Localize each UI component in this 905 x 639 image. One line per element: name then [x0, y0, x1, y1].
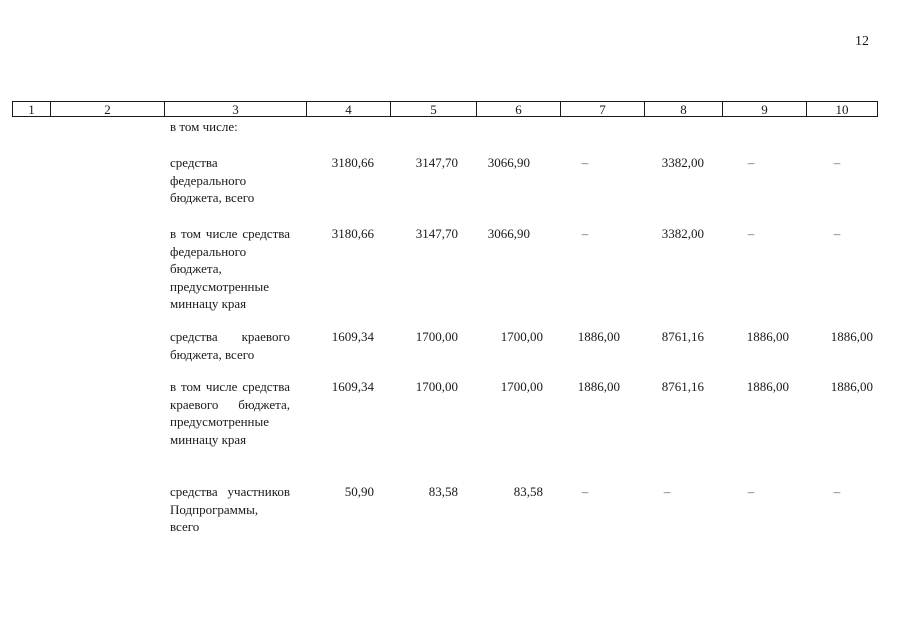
header-cell-10: 10: [835, 102, 849, 117]
header-cell-9: 9: [723, 102, 807, 116]
cell-col-7: 1886,00: [577, 329, 620, 344]
cell-col-4: 3180,66: [331, 226, 374, 241]
cell-col-7: –: [581, 226, 589, 241]
cell-col-7: 1886,00: [577, 379, 620, 394]
row-label: средства участников Подпрограммы, всего: [170, 484, 290, 534]
cell-col-10: –: [833, 484, 841, 499]
page-number: 12: [855, 34, 869, 49]
cell-col-5: 83,58: [428, 484, 458, 499]
header-cell-2: 2: [51, 102, 165, 116]
cell-col-9: 1886,00: [746, 329, 789, 344]
cell-col-9: 1886,00: [746, 379, 789, 394]
cell-col-9: –: [747, 226, 755, 241]
cell-col-5: 1700,00: [415, 379, 458, 394]
cell-col-4: 1609,34: [331, 379, 374, 394]
cell-col-6: 83,58: [513, 484, 543, 499]
cell-col-8: 8761,16: [661, 329, 704, 344]
header-cell-5: 5: [391, 102, 477, 116]
cell-col-4: 1609,34: [331, 329, 374, 344]
header-cell-7: 7: [561, 102, 645, 116]
cell-col-8: 3382,00: [661, 155, 704, 170]
header-cell-3: 3: [165, 102, 307, 116]
cell-col-6: 3066,90: [487, 226, 530, 241]
row-label: в том числе средства краевого бюджета, предусмотренные миннацу края: [170, 379, 290, 447]
cell-col-8: 8761,16: [661, 379, 704, 394]
header-cell-1: 1: [13, 102, 51, 116]
cell-col-5: 1700,00: [415, 329, 458, 344]
cell-col-10: 1886,00: [830, 379, 873, 394]
table-header-row: [12, 101, 878, 117]
header-cell-8: 8: [645, 102, 723, 116]
row-label: в том числе средства федерального бюджета, предусмотренные миннацу края: [170, 226, 290, 311]
cell-col-9: –: [747, 155, 755, 170]
cell-col-6: 3066,90: [487, 155, 530, 170]
cell-col-9: –: [747, 484, 755, 499]
header-cell-4: 4: [307, 102, 391, 116]
cell-col-10: –: [833, 226, 841, 241]
cell-col-7: –: [581, 484, 589, 499]
cell-col-5: 3147,70: [415, 226, 458, 241]
cell-col-6: 1700,00: [500, 329, 543, 344]
row-label: средства краевого бюджета, всего: [170, 329, 290, 362]
cell-col-8: –: [663, 484, 671, 499]
row-label: средства федерального бюджета, всего: [170, 155, 255, 205]
cell-col-7: –: [581, 155, 589, 170]
header-cell-6: 6: [477, 102, 561, 116]
cell-col-10: 1886,00: [830, 329, 873, 344]
row-label: в том числе:: [170, 119, 238, 134]
cell-col-10: –: [833, 155, 841, 170]
cell-col-4: 3180,66: [331, 155, 374, 170]
cell-col-4: 50,90: [344, 484, 374, 499]
cell-col-5: 3147,70: [415, 155, 458, 170]
cell-col-6: 1700,00: [500, 379, 543, 394]
cell-col-8: 3382,00: [661, 226, 704, 241]
